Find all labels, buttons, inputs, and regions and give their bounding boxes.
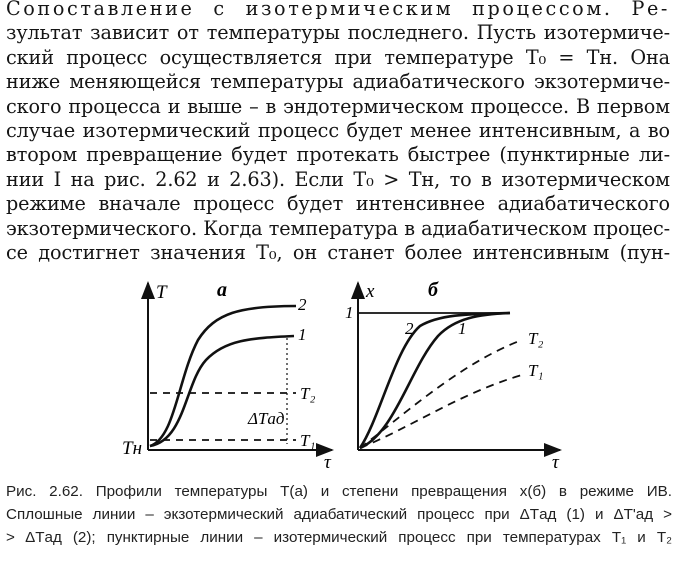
caption-line-3: > ΔTад (2); пунктирные линии – изотермический процесс при температурах T₁ и T₂ [6,529,672,546]
panel-a-tn-label: Tн [122,438,142,459]
panel-b-curve-1 [360,313,510,448]
figure-caption [6,480,672,549]
panel-a-curve-1-label: 1 [298,325,307,344]
panel-a-x-label: τ [324,452,331,473]
text-line-4: ниже меняющейся температуры адиабатического экзотермиче- [6,70,670,94]
figure-2-62 [0,268,682,478]
text-line-9: режиме вначале процесс будет интенсивнее адиабатического [6,192,670,216]
panel-b-t2-label: T₂ [528,329,544,348]
text-line-5: ского процесса и выше – в эндотермическом процессе. В первом [6,94,670,118]
body-paragraph [6,0,670,265]
text-line-10: экзотермического. Когда температура в адиабатическом процес- [6,216,670,240]
text-line-11: се достигнет значения T₀, он станет более интенсивным (пун- [6,241,670,265]
panel-b-curve-1-label: 1 [458,319,467,338]
text-line-1: Сопоставление с изотермическим процессом. Ре- [6,0,670,20]
text-line-6: случае изотермический процесс будет менее интенсивным, а во [6,119,670,143]
text-line-7: втором превращение будет протекать быстрее (пунктирные ли- [6,143,670,167]
panel-b-x-label: τ [552,452,559,473]
panel-a-delta-label [247,409,285,428]
figure-svg [0,268,682,478]
panel-a-y-label: T [156,282,167,303]
panel-b-t1-label: T₁ [528,361,544,380]
panel-a [122,279,332,473]
panel-a-t1-label: T₁ [300,431,316,450]
panel-b-one-label: 1 [345,303,354,322]
text-line-3: ский процесс осуществляется при температуре T₀ = Tн. Она [6,45,670,69]
panel-a-letter: а [217,279,227,301]
caption-line-1: Рис. 2.62. Профили температуры T(а) и степени превращения x(б) в режиме ИВ. [6,483,672,500]
panel-b-y-label: x [366,281,375,302]
panel-a-curve-2-label: 2 [298,295,307,314]
text-line-8: нии I на рис. 2.62 и 2.63). Если T₀ > Tн, то в изотермическом [6,167,670,191]
panel-a-curve-1 [150,336,294,446]
panel-b [345,279,560,473]
panel-a-delta-text: ΔTад [248,409,285,428]
panel-b-letter: б [428,279,438,301]
panel-b-curve-2-label: 2 [405,319,414,338]
text-line-2: зультат зависит от температуры последнего. Пусть изотермиче- [6,21,670,45]
caption-line-2: Сплошные линии – экзотермический адиабатический процесс при ΔTад (1) и ΔT'ад > [6,506,672,523]
panel-a-t2-label: T₂ [300,384,316,403]
